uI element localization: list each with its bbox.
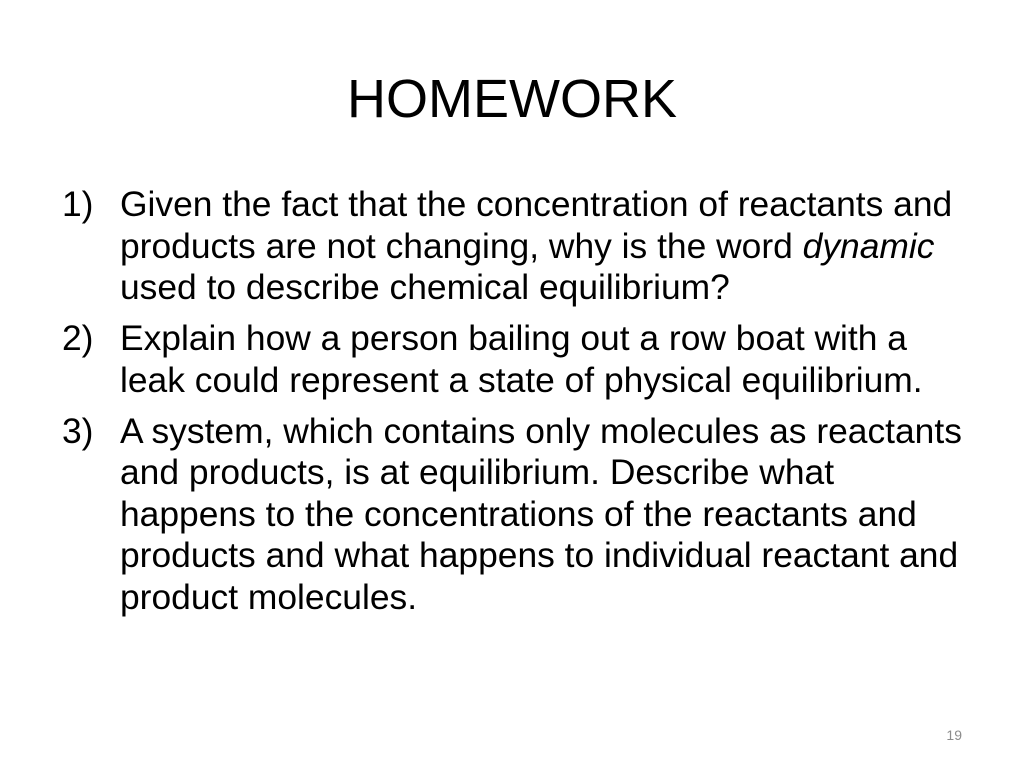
homework-list	[62, 184, 1002, 618]
item-line: used to describe chemical equilibrium?	[120, 267, 730, 307]
item-line: products and what happens to individual reactant and	[120, 535, 959, 575]
emphasized-word: dynamic	[802, 225, 935, 266]
item-number: 1)	[62, 184, 94, 224]
item-text	[120, 318, 1002, 401]
item-line-text: products are not changing, why is the word	[120, 225, 803, 266]
item-line: and products, is at equilibrium. Describe what	[120, 452, 835, 492]
list-item-2	[62, 318, 1002, 401]
item-line	[120, 226, 1002, 268]
item-text	[120, 411, 1002, 619]
item-line: Explain how a person bailing out a row boat with a	[120, 318, 907, 358]
item-line: happens to the concentrations of the reactants and	[120, 493, 917, 534]
item-number: 2)	[62, 318, 94, 358]
item-text	[120, 184, 1002, 309]
list-item-1	[62, 184, 1002, 309]
slide-number: 19	[946, 727, 962, 743]
item-line: A system, which contains only molecules as reactants	[120, 410, 962, 451]
item-number: 3)	[62, 410, 94, 451]
item-line: leak could represent a state of physical equilibrium.	[120, 359, 923, 400]
item-line: Given the fact that the concentration of reactants and	[120, 184, 953, 224]
list-item-3	[62, 411, 1002, 619]
item-line: product molecules.	[120, 576, 418, 617]
slide-title: HOMEWORK	[347, 69, 677, 129]
